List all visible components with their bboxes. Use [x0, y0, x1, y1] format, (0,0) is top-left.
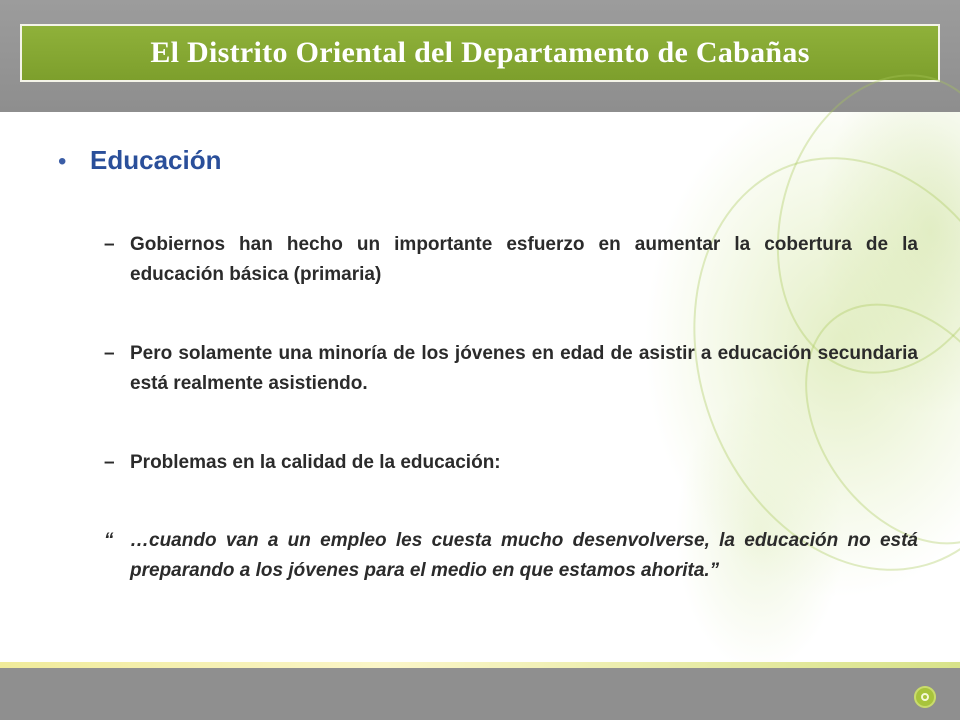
- section-heading: [58, 145, 221, 176]
- dash-marker: –: [104, 234, 115, 255]
- quote-text: …cuando van a un empleo les cuesta mucho desenvolverse, la educación no está preparando a los jóvenes para el medio en que estamos ahorita.”: [130, 530, 918, 581]
- dash-marker: –: [104, 452, 115, 473]
- quote-open-mark: “: [104, 530, 114, 551]
- title-box: [20, 24, 940, 82]
- quote-block: [104, 526, 918, 586]
- list-item-text: Gobiernos han hecho un importante esfuerzo en aumentar la cobertura de la educación básica (primaria): [130, 234, 918, 285]
- list-item: [104, 230, 918, 290]
- list-item-text: Pero solamente una minoría de los jóvenes en edad de asistir a educación secundaria está realmente asistiendo.: [130, 343, 918, 394]
- circle-nav-icon[interactable]: [914, 686, 936, 708]
- list-item-text: Problemas en la calidad de la educación:: [130, 452, 501, 473]
- dash-marker: –: [104, 343, 115, 364]
- footer-band: [0, 668, 960, 720]
- heading-label: Educación: [90, 145, 222, 175]
- header-band: [0, 0, 960, 112]
- slide-title: El Distrito Oriental del Departamento de Cabañas: [150, 36, 810, 69]
- list-item: [104, 339, 918, 399]
- nav-ring-icon: [921, 693, 929, 701]
- list-item: [104, 448, 918, 478]
- bullet-icon: •: [58, 148, 67, 175]
